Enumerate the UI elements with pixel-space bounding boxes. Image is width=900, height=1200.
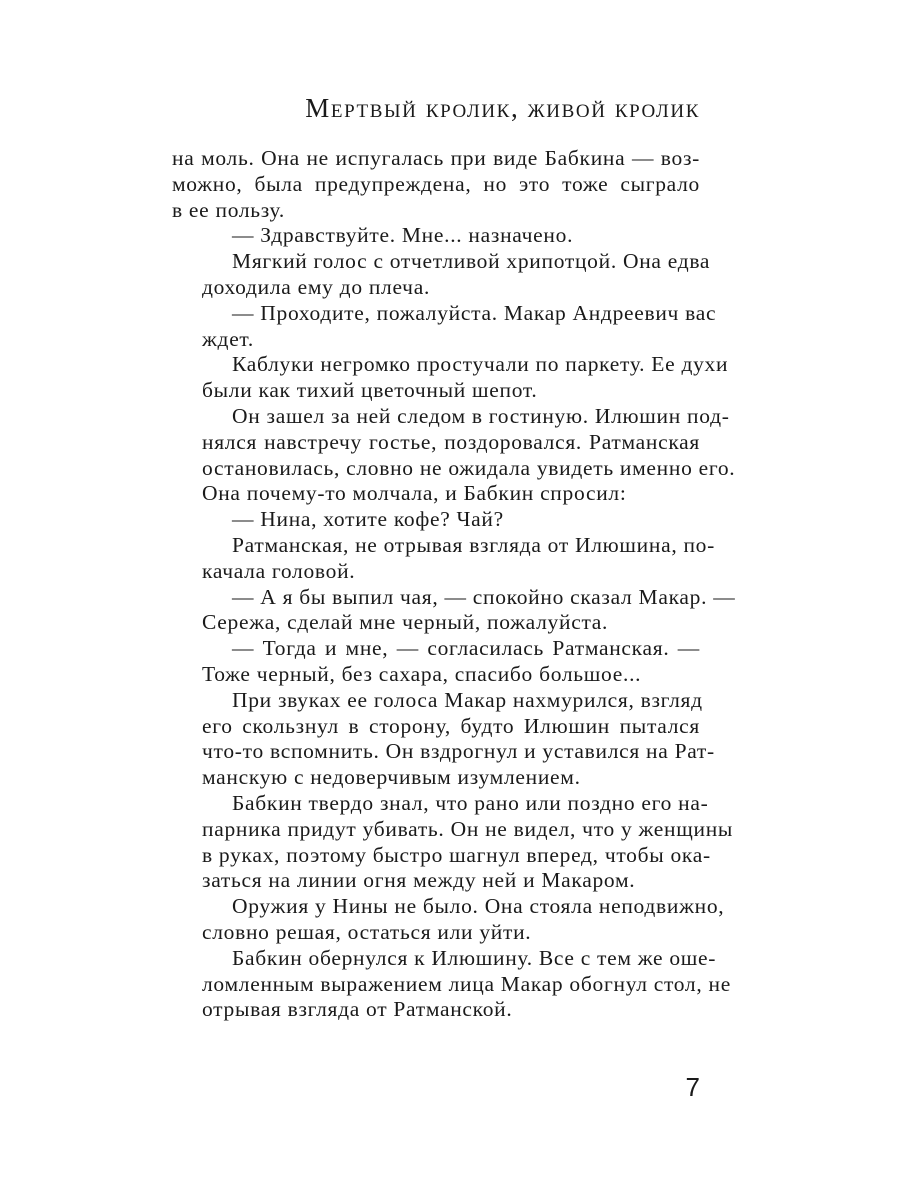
body-text: [172, 146, 736, 1023]
text-line: можно, была предупреждена, но это тоже сыграло: [172, 171, 700, 196]
text-line: — Нина, хотите кофе? Чай?: [232, 507, 504, 532]
text-line: ждет.: [202, 326, 254, 351]
text-line: ломленным выражением лица Макар обогнул стол, не: [202, 971, 731, 996]
text-line: заться на линии огня между ней и Макаром.: [202, 868, 636, 893]
text-line: отрывая взгляда от Ратманской.: [202, 997, 513, 1022]
text-line: Мягкий голос с отчетливой хрипотцой. Она едва: [232, 249, 711, 274]
paragraph: [172, 636, 700, 688]
paragraph: [172, 146, 700, 223]
page-number: 7: [685, 1072, 700, 1102]
running-head: Мертвый кролик, живой кролик: [305, 93, 700, 123]
paragraph: [172, 507, 700, 533]
paragraph: [172, 584, 736, 637]
text-line: словно решая, остаться или уйти.: [202, 919, 532, 944]
text-line: что-то вспомнить. Он вздрогнул и уставился на Рат-: [202, 739, 715, 764]
paragraph: [172, 532, 715, 585]
paragraph: [172, 300, 717, 353]
text-line: При звуках ее голоса Макар нахмурился, взгляд: [232, 687, 703, 712]
text-line: доходила ему до плеча.: [202, 274, 431, 299]
text-line: его скользнул в сторону, будто Илюшин пытался: [202, 713, 700, 738]
text-line: — Проходите, пожалуйста. Макар Андреевич вас: [232, 300, 717, 325]
paragraph: [172, 945, 731, 1023]
text-line: остановилась, словно не ожидала увидеть именно его.: [202, 455, 736, 480]
text-line: в руках, поэтому быстро шагнул вперед, чтобы ока-: [202, 842, 711, 867]
text-line: нялся навстречу гостье, поздоровался. Ратманская: [202, 429, 700, 454]
text-line: — Тогда и мне, — согласилась Ратманская. —: [232, 636, 700, 661]
text-line: Каблуки негромко простучали по паркету. Ее духи: [232, 352, 729, 377]
paragraph: [172, 790, 734, 894]
text-line: Бабкин обернулся к Илюшину. Все с тем же ошe-: [232, 945, 717, 970]
text-line: — Здравствуйте. Мне... назначено.: [232, 223, 574, 248]
text-line: Тоже черный, без сахара, спасибо большое...: [202, 661, 642, 686]
text-line: Оружия у Нины не было. Она стояла неподвижно,: [232, 894, 725, 919]
text-line: парника придут убивать. Он не видел, что у женщины: [202, 816, 734, 841]
paragraph: [172, 687, 715, 791]
text-line: на моль. Она не испугалась при виде Бабкина — воз-: [172, 146, 700, 170]
text-line: Бабкин твердо знал, что рано или поздно его на-: [232, 790, 709, 815]
text-line: манскую с недоверчивым изумлением.: [202, 765, 581, 790]
text-line: Она почему-то молчала, и Бабкин спросил:: [202, 481, 627, 506]
paragraph: [172, 894, 725, 946]
paragraph: [172, 223, 700, 249]
paragraph: [172, 403, 736, 507]
paragraph: [172, 249, 711, 301]
text-line: — А я бы выпил чая, — спокойно сказал Макар. —: [232, 584, 736, 609]
text-line: Он зашел за ней следом в гостиную. Илюшин под-: [232, 403, 730, 428]
text-line: были как тихий цветочный шепот.: [202, 378, 538, 403]
text-line: качала головой.: [202, 558, 356, 583]
text-line: в ее пользу.: [172, 197, 285, 222]
text-line: Ратманская, не отрывая взгляда от Илюшина, по-: [232, 532, 715, 557]
paragraph: [172, 352, 729, 404]
text-line: Сережа, сделай мне черный, пожалуйста.: [202, 610, 609, 635]
